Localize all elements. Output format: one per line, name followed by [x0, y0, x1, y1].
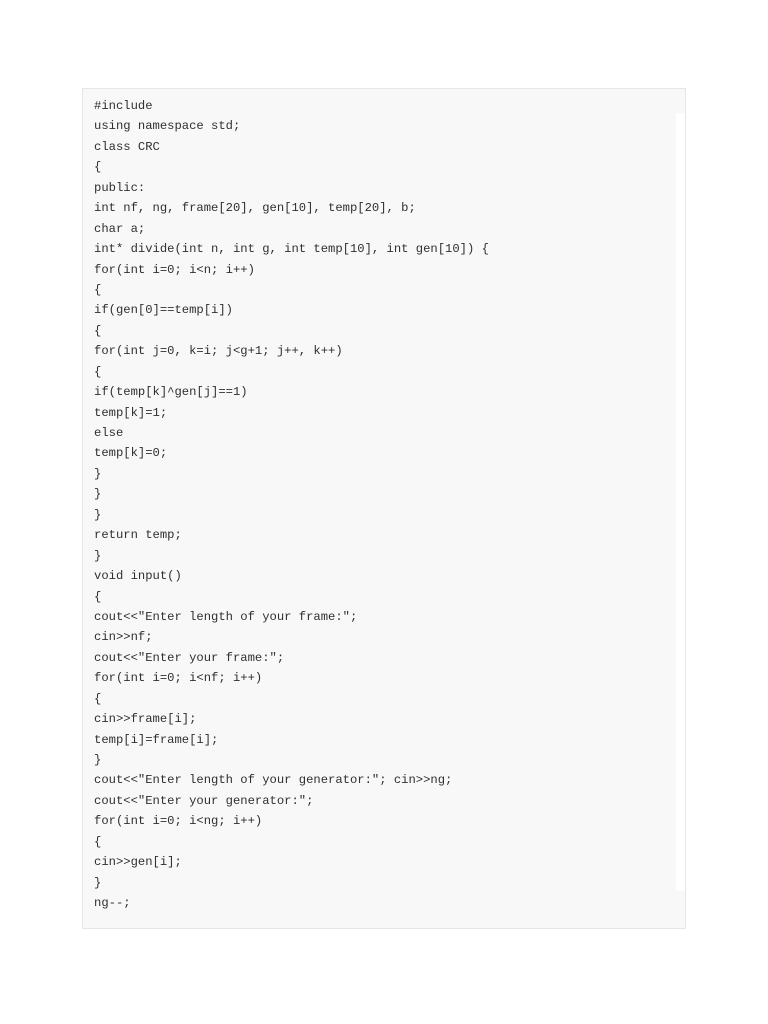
- code-line: void input(): [94, 569, 182, 584]
- code-line: }: [94, 466, 102, 481]
- code-line: ng--;: [94, 896, 131, 911]
- code-line: for(int i=0; i<n; i++): [94, 262, 255, 277]
- code-line: return temp;: [94, 528, 182, 543]
- code-line: {: [94, 282, 102, 297]
- code-block: [82, 88, 686, 929]
- code-line: int nf, ng, frame[20], gen[10], temp[20], b;: [94, 201, 416, 216]
- code-line: temp[i]=frame[i];: [94, 732, 219, 747]
- code-line: char a;: [94, 221, 146, 236]
- code-line: }: [94, 548, 102, 563]
- code-line: {: [94, 691, 102, 706]
- code-line: int* divide(int n, int g, int temp[10], int gen[10]) {: [94, 242, 489, 257]
- code-line: temp[k]=1;: [94, 405, 168, 420]
- code-line: cout<<"Enter length of your frame:";: [94, 609, 358, 624]
- code-line: }: [94, 507, 102, 522]
- code-line: for(int i=0; i<ng; i++): [94, 814, 263, 829]
- code-line: }: [94, 487, 102, 502]
- code-line: temp[k]=0;: [94, 446, 168, 461]
- code-line: {: [94, 160, 102, 175]
- code-line: if(gen[0]==temp[i]): [94, 303, 233, 318]
- code-lines: [94, 96, 489, 914]
- code-line: for(int i=0; i<nf; i++): [94, 671, 263, 686]
- code-line: cout<<"Enter length of your generator:"; cin>>ng;: [94, 773, 453, 788]
- code-line: class CRC: [94, 139, 160, 154]
- code-line: if(temp[k]^gen[j]==1): [94, 385, 248, 400]
- code-line: for(int j=0, k=i; j<g+1; j++, k++): [94, 344, 343, 359]
- code-line: cout<<"Enter your generator:";: [94, 793, 314, 808]
- code-line: else: [94, 426, 124, 440]
- code-line: cin>>nf;: [94, 630, 153, 645]
- code-line: cin>>frame[i];: [94, 712, 197, 727]
- code-line: }: [94, 875, 102, 890]
- code-line: cin>>gen[i];: [94, 855, 182, 870]
- code-line: {: [94, 589, 102, 604]
- code-line: {: [94, 323, 102, 338]
- code-line: }: [94, 753, 102, 767]
- code-line: {: [94, 834, 102, 849]
- code-line: public:: [94, 180, 146, 195]
- code-line: cout<<"Enter your frame:";: [94, 650, 285, 665]
- code-line: #include: [94, 99, 153, 113]
- code-line: {: [94, 364, 102, 379]
- scroll-track[interactable]: [676, 113, 685, 891]
- code-line: using namespace std;: [94, 119, 241, 134]
